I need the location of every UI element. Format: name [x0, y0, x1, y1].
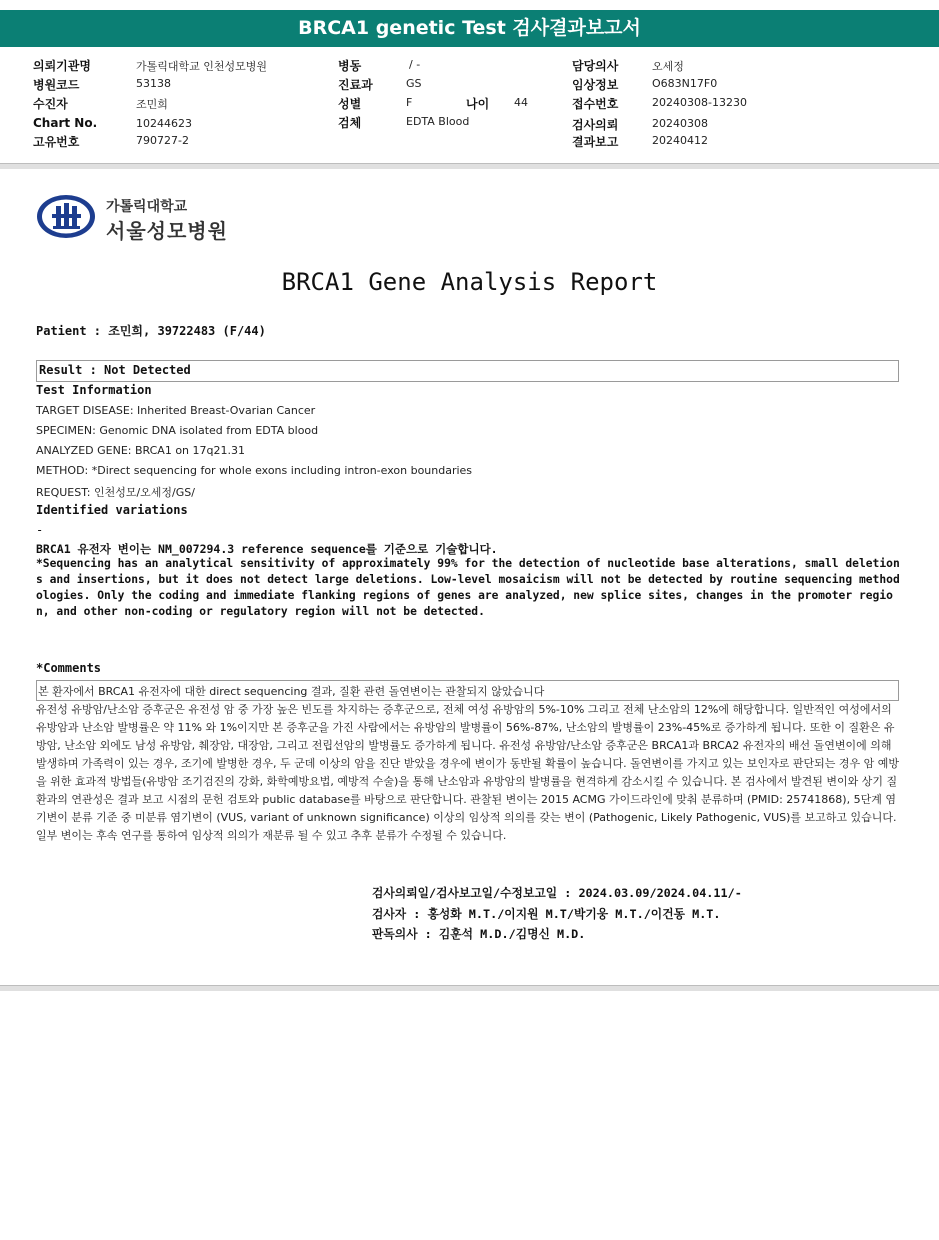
- receipt-no-label: 접수번호: [572, 97, 619, 111]
- request-date-value: 20240308: [652, 117, 708, 130]
- physician-value: 오세정: [652, 60, 684, 73]
- reference-sequence-line: BRCA1 유전자 변이는 NM_007294.3 reference sequence를 기준으로 기술합니다.: [36, 542, 498, 556]
- result-text: Result : Not Detected: [39, 363, 191, 377]
- comments-heading: *Comments: [36, 661, 102, 675]
- requesting-institution-label: 의뢰기관명: [33, 59, 91, 73]
- unique-id-label: 고유번호: [33, 135, 80, 149]
- clinical-info-value: O683N17F0: [652, 77, 718, 90]
- report-date-value: 20240412: [652, 134, 708, 147]
- chart-no-label: Chart No.: [33, 116, 98, 130]
- patient-name-label: 수진자: [33, 97, 68, 111]
- sequencing-disclaimer: *Sequencing has an analytical sensitivity of approximately 99% for the detection of nucleotide base alterations, small deletions and insertions, but it does not detect large deletions. Low-level mosaicism will not be detected by routine sequencing methodologies. Only the coding and immediate flanking regions of genes are analyzed, new splice sites, changes in the promoter region, and other non-coding or regulatory region will not be detected.: [36, 557, 900, 618]
- physician-label: 담당의사: [572, 59, 619, 73]
- age-value: 44: [514, 96, 528, 109]
- report-date-label: 결과보고: [572, 135, 619, 149]
- footer-separator: [0, 985, 939, 991]
- analyzed-gene-line: ANALYZED GENE: BRCA1 on 17q21.31: [36, 444, 245, 457]
- target-disease-line: TARGET DISEASE: Inherited Breast-Ovarian Cancer: [36, 404, 316, 417]
- logo-hospital-name: 서울성모병원: [106, 219, 228, 243]
- specimen-label: 검체: [338, 116, 362, 130]
- variations-heading: Identified variations: [36, 503, 188, 517]
- patient-line: Patient : 조민희, 39722483 (F/44): [36, 324, 266, 338]
- pathologist-line: 판독의사 : 김훈석 M.D./김명신 M.D.: [372, 927, 586, 941]
- technician-line: 검사자 : 홍성화 M.T./이지원 M.T/박기웅 M.T./이건동 M.T.: [372, 907, 721, 921]
- date-line: 검사의뢰일/검사보고일/수정보고일 : 2024.03.09/2024.04.11/-: [372, 886, 742, 900]
- hospital-code-label: 병원코드: [33, 78, 80, 92]
- clinical-info-label: 임상정보: [572, 78, 619, 92]
- chart-no-value: 10244623: [136, 117, 192, 130]
- report-title: BRCA1 Gene Analysis Report: [281, 268, 658, 296]
- unique-id-value: 790727-2: [136, 134, 189, 147]
- hospital-code-value: 53138: [136, 77, 171, 90]
- patient-name-value: 조민희: [136, 98, 168, 111]
- department-value: GS: [406, 77, 422, 90]
- comment-summary: 본 환자에서 BRCA1 유전자에 대한 direct sequencing 결과, 질환 관련 돌연변이는 관찰되지 않았습니다: [38, 685, 545, 698]
- report-banner-title: BRCA1 genetic Test 검사결과보고서: [0, 10, 939, 47]
- header-separator: [0, 163, 939, 169]
- receipt-no-value: 20240308-13230: [652, 96, 747, 109]
- sex-value: F: [406, 96, 413, 109]
- method-line: METHOD: *Direct sequencing for whole exons including intron-exon boundaries: [36, 464, 473, 477]
- age-label: 나이: [466, 97, 490, 111]
- requesting-institution-value: 가톨릭대학교 인천성모병원: [136, 60, 268, 73]
- sex-label: 성별: [338, 97, 362, 111]
- test-info-heading: Test Information: [36, 383, 152, 397]
- logo-university-name: 가톨릭대학교: [106, 199, 188, 215]
- hospital-emblem-logo: [36, 194, 96, 239]
- comment-body: 유전성 유방암/난소암 증후군은 유전성 암 중 가장 높은 빈도를 차지하는 증후군으로, 전체 여성 유방암의 5%-10% 그리고 전체 난소암의 12%에 해당합니다. 일반적인 여성에서의 유방암과 난소암 발병률은 약 11% 와 1%이지만 본 증후군을 가진 사람에서는 유방암의 발병률이 56%-87%, 난소암의 발병률이 23%-45%로 증가하게 됩니다. 또한 이 질환은 유방암, 난소암 외에도 남성 유방암, 췌장암, 대장암, 그리고 전립선암의 발병률도 증가하게 됩니다. 유전성 유방암/난소암 증후군은 BRCA1과 BRCA2 유전자의 배선 돌연변이에 의해 발생하며 가족력이 있는 경우, 조기에 발병한 경우, 두 군데 이상의 암을 진단 받았을 경우에 변이가 동반될 확률이 높습니다. 돌연변이를 가지고 있는 보인자로 판단되는 경우 암 예방을 위한 효과적 방법들(유방암 조기검진의 강화, 화학예방요법, 예방적 수술)을 통해 난소암과 유방암의 발병률을 현격하게 감소시킬 수 있습니다. 본 검사에서 발견된 변이와 상기 질환과의 연관성은 결과 보고 시점의 문헌 검토와 public database를 바탕으로 판단합니다. 관찰된 변이는 2015 ACMG 가이드라인에 맞춰 분류하며 (PMID: 25741868), 5단계 염기변이 분류 기준 중 미분류 염기변이 (VUS, variant of unknown significance) 이상의 임상적 의의를 갖는 변이 (Pathogenic, Likely Pathogenic, VUS)를 보고하고 있습니다. 일부 변이는 후속 연구를 통하여 임상적 의의가 재분류 될 수 있고 추후 분류가 수정될 수 있습니다.: [36, 703, 899, 842]
- ward-label: 병동: [338, 59, 362, 73]
- specimen-value: EDTA Blood: [406, 115, 470, 128]
- department-label: 진료과: [338, 78, 373, 92]
- variations-value: -: [36, 523, 44, 537]
- ward-value: / -: [409, 58, 421, 71]
- request-date-label: 검사의뢰: [572, 118, 619, 132]
- request-line: REQUEST: 인천성모/오세정/GS/: [36, 486, 195, 499]
- specimen-line: SPECIMEN: Genomic DNA isolated from EDTA blood: [36, 424, 319, 437]
